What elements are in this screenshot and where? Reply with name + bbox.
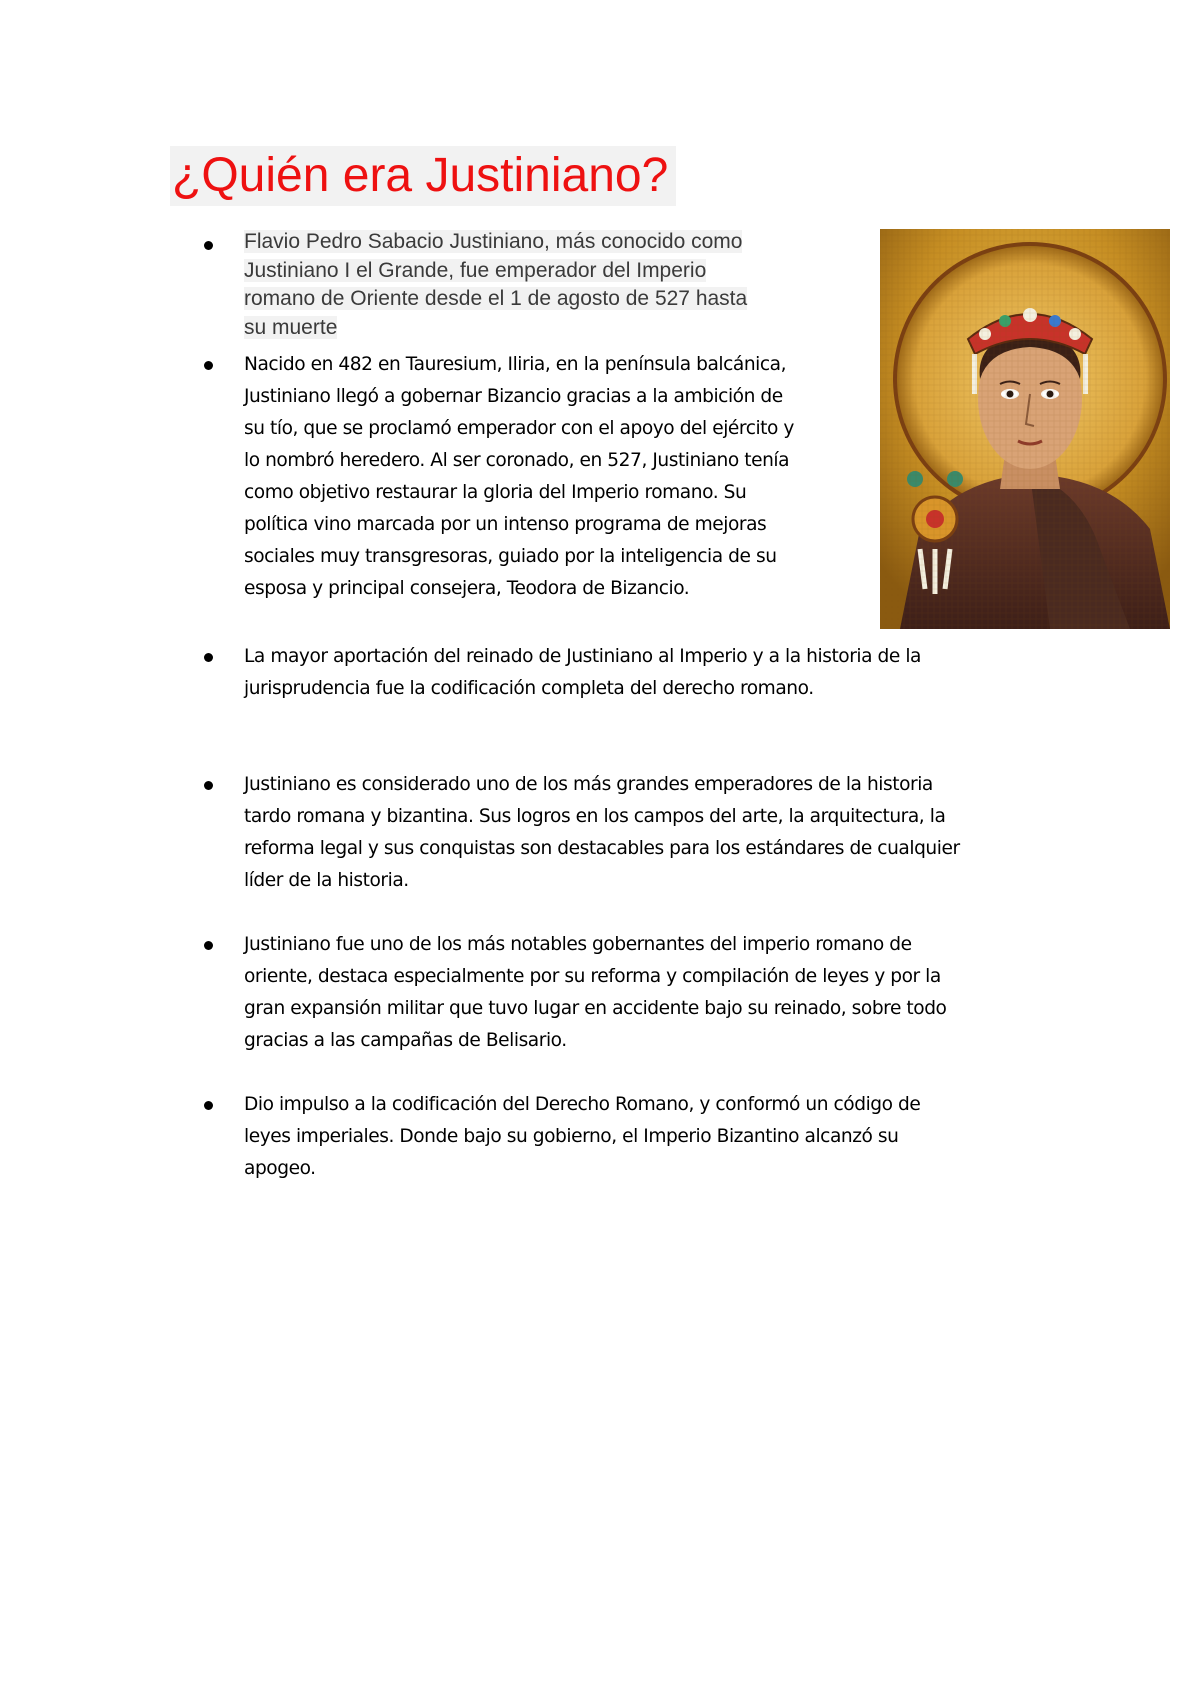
paragraph-line: Nacido en 482 en Tauresium, Iliria, en la península balcánica, — [244, 354, 787, 375]
paragraph-line: Justiniano llegó a gobernar Bizancio gracias a la ambición de — [244, 386, 783, 407]
paragraph-line: Justiniano I el Grande, fue emperador del Imperio — [244, 258, 707, 282]
paragraph-line: romano de Oriente desde el 1 de agosto de 527 hasta — [244, 287, 748, 310]
paragraph-line: política vino marcada por un intenso programa de mejoras — [244, 514, 767, 535]
bullet-point — [204, 781, 213, 790]
paragraph-line: jurisprudencia fue la codificación completa del derecho romano. — [244, 678, 814, 699]
bullet-point — [204, 1101, 213, 1110]
justinian-mosaic-image — [880, 229, 1170, 629]
paragraph-line: su muerte — [244, 315, 338, 339]
paragraph-line: Justiniano es considerado uno de los más grandes emperadores de la historia — [244, 774, 933, 795]
bullet-point — [204, 361, 213, 370]
bullet-point — [204, 653, 213, 662]
paragraph-3 — [244, 641, 1044, 705]
paragraph-4 — [244, 769, 1044, 897]
paragraph-line: Dio impulso a la codificación del Derecho Romano, y conformó un código de — [244, 1094, 921, 1115]
paragraph-line: leyes imperiales. Donde bajo su gobierno, el Imperio Bizantino alcanzó su — [244, 1126, 899, 1147]
paragraph-line: como objetivo restaurar la gloria del Imperio romano. Su — [244, 482, 747, 503]
paragraph-line: su tío, que se proclamó emperador con el apoyo del ejército y — [244, 418, 794, 439]
paragraph-line: La mayor aportación del reinado de Justiniano al Imperio y a la historia de la — [244, 646, 922, 667]
paragraph-line: gran expansión militar que tuvo lugar en accidente bajo su reinado, sobre todo — [244, 998, 947, 1019]
paragraph-line: oriente, destaca especialmente por su reforma y compilación de leyes y por la — [244, 966, 941, 987]
bullet-point — [204, 241, 213, 250]
paragraph-line: gracias a las campañas de Belisario. — [244, 1030, 567, 1051]
paragraph-line: Justiniano fue uno de los más notables gobernantes del imperio romano de — [244, 934, 912, 955]
bullet-point — [204, 941, 213, 950]
paragraph-line: Flavio Pedro Sabacio Justiniano, más conocido como — [244, 230, 743, 253]
paragraph-line: apogeo. — [244, 1158, 316, 1179]
paragraph-6 — [244, 1089, 1044, 1185]
paragraph-line: esposa y principal consejera, Teodora de Bizancio. — [244, 578, 690, 599]
paragraph-2 — [244, 349, 864, 605]
paragraph-line: reforma legal y sus conquistas son destacables para los estándares de cualquier — [244, 838, 960, 859]
page-title: ¿Quién era Justiniano? — [170, 146, 676, 206]
paragraph-5 — [244, 929, 1044, 1057]
paragraph-line: líder de la historia. — [244, 870, 409, 891]
paragraph-line: tardo romana y bizantina. Sus logros en los campos del arte, la arquitectura, la — [244, 806, 946, 827]
paragraph-line: lo nombró heredero. Al ser coronado, en 527, Justiniano tenía — [244, 450, 790, 471]
paragraph-1 — [244, 228, 844, 342]
paragraph-line: sociales muy transgresoras, guiado por la inteligencia de su — [244, 546, 777, 567]
